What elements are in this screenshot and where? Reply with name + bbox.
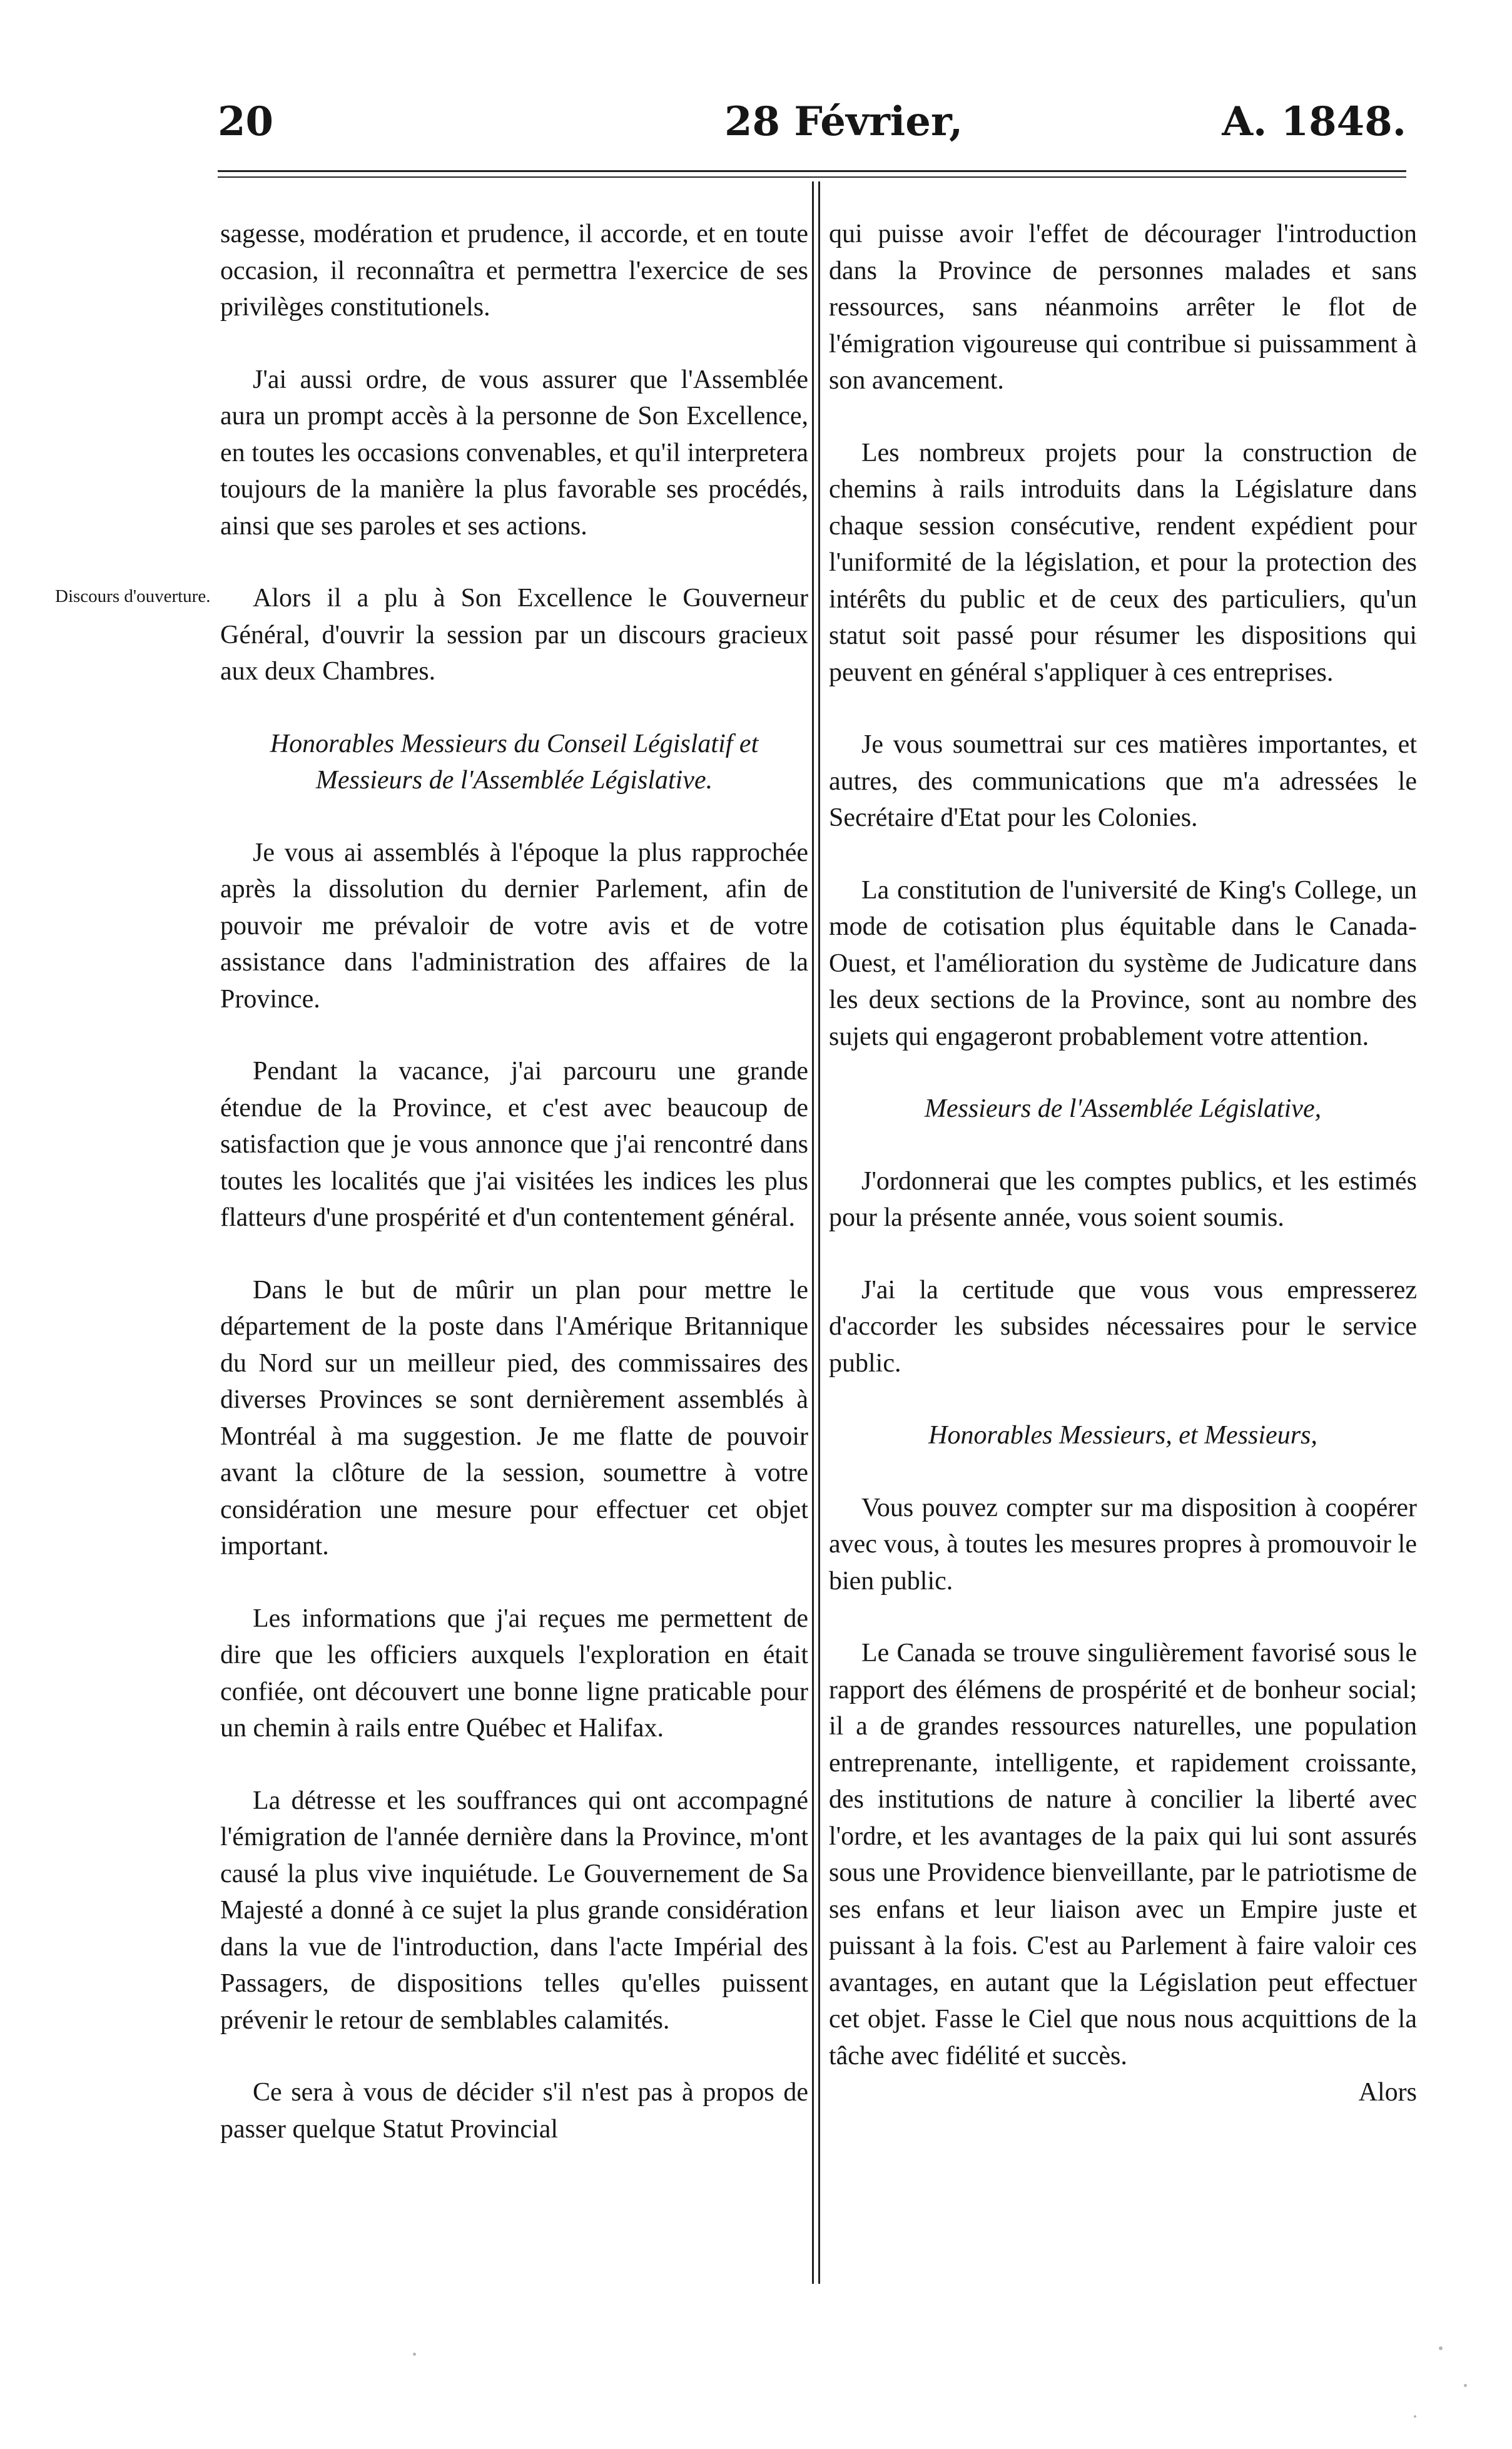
column-divider-left-line xyxy=(812,181,814,2284)
paragraph: La constitution de l'université de King's College, un mode de cotisation plus équitable dans le Canada-Ouest, et l'amélioration du système de Judicature dans les deux sections de la Province, sont au nombre des sujets qui engageront probablement votre attention. xyxy=(829,875,1417,1051)
address-heading: Honorables Messieurs, et Messieurs, xyxy=(928,1421,1317,1450)
scan-speck xyxy=(1464,2384,1467,2387)
paragraph: qui puisse avoir l'effet de décourager l'introduction dans la Province de personnes malades et sans ressources, sans néanmoins arrêter le flot de l'émigration vigoureuse qui contribue si puissamment à son avancement. xyxy=(829,220,1417,395)
paragraph: La détresse et les souffrances qui ont accompagné l'émigration de l'année dernière dans la Province, m'ont causé la plus vive inquiétude. Le Gouvernement de Sa Majesté a donné à ce sujet la plus grande considération dans la vue de l'introduction, dans l'acte Impérial des Passagers, de dispositions telles qu'elles puissent prévenir le retour de semblables calamités. xyxy=(220,1786,808,2035)
catchword: Alors xyxy=(1358,2078,1417,2107)
paragraph: J'ai la certitude que vous vous empresserez d'accorder les subsides nécessaires pour le service public. xyxy=(829,1275,1417,1378)
paragraph: Ce sera à vous de décider s'il n'est pas à propos de passer quelque Statut Provincial xyxy=(220,2078,808,2144)
paragraph: Le Canada se trouve singulièrement favorisé sous le rapport des élémens de prospérité et de bonheur social; il a de grandes ressources naturelles, une population entreprenante, intelligente, et rapidement croissante, des institutions de nature à concilier la liberté avec l'ordre, et les avantages de la paix qui lui sont assurés sous une Providence bienveillante, par le patriotisme de ses enfans et leur liaison avec un Empire juste et puissant à la fois. C'est au Parlement à faire valoir ces avantages, en autant que la Législation peut effectuer cet objet. Fasse le Ciel que nous nous acquittions de la tâche avec fidélité et succès. xyxy=(829,1639,1417,2070)
left-column xyxy=(220,216,808,2147)
paragraph: Je vous ai assemblés à l'époque la plus rapprochée après la dissolution du dernier Parlement, afin de pouvoir me prévaloir de votre avis et de votre assistance dans l'administration des affaires de la Province. xyxy=(220,838,808,1014)
header-year: A. 1848. xyxy=(1222,98,1406,145)
paragraph: J'ordonnerai que les comptes publics, et les estimés pour la présente année, vous soient soumis. xyxy=(829,1166,1417,1232)
paragraph: Dans le but de mûrir un plan pour mettre le département de la poste dans l'Amérique Britannique du Nord sur un meilleur pied, des commissaires des diverses Provinces se sont dernièrement assemblés à Montréal à ma suggestion. Je me flatte de pouvoir avant la clôture de la session, soumettre à votre considération une mesure pour effectuer cet objet important. xyxy=(220,1275,808,1561)
column-divider-right-line xyxy=(818,181,820,2284)
paragraph: Les informations que j'ai reçues me permettent de dire que les officiers auxquels l'exploration en était confiée, ont découvert une bonne ligne praticable pour un chemin à rails entre Québec et Halifax. xyxy=(220,1604,808,1743)
paragraph: Vous pouvez compter sur ma disposition à coopérer avec vous, à toutes les mesures propres à promouvoir le bien public. xyxy=(829,1493,1417,1596)
paragraph: Les nombreux projets pour la construction de chemins à rails introduits dans la Législature dans chaque session consécutive, rendent expédient pour l'uniformité de la législation, et pour la protection des intérêts du public et de ceux des particuliers, qu'un statut soit passé pour résumer les dispositions qui peuvent en général s'appliquer à ces entreprises. xyxy=(829,438,1417,687)
paragraph: Je vous soumettrai sur ces matières importantes, et autres, des communications que m'a adressées le Secrétaire d'Etat pour les Colonies. xyxy=(829,730,1417,832)
paragraph: Pendant la vacance, j'ai parcouru une grande étendue de la Province, et c'est avec beaucoup de satisfaction que je vous annonce que j'ai rencontré dans toutes les localités que j'ai visitées les indices les plus flatteurs d'une prospérité et d'un contentement général. xyxy=(220,1057,808,1232)
header-rule-top xyxy=(218,170,1406,172)
address-heading: Messieurs de l'Assemblée Législative, xyxy=(924,1094,1322,1123)
paragraph: Alors il a plu à Son Excellence le Gouverneur Général, d'ouvrir la session par un discours gracieux aux deux Chambres. xyxy=(220,584,808,686)
header-rule-bottom xyxy=(218,176,1406,178)
margin-note: Discours d'ouverture. xyxy=(55,586,211,606)
header-date: 28 Février, xyxy=(724,98,963,145)
paragraph: sagesse, modération et prudence, il accorde, et en toute occasion, il reconnaîtra et permettra l'exercice de ses privilèges constitutionels. xyxy=(220,220,808,322)
right-column xyxy=(829,216,1417,2111)
scan-speck xyxy=(413,2353,416,2356)
address-heading: Honorables Messieurs du Conseil Législatif et Messieurs de l'Assemblée Législative. xyxy=(270,729,759,795)
page-number: 20 xyxy=(218,98,274,145)
scan-speck xyxy=(1439,2346,1443,2350)
paragraph: J'ai aussi ordre, de vous assurer que l'Assemblée aura un prompt accès à la personne de Son Excellence, en toutes les occasions convenables, et qu'il interpretera toujours de la manière la plus favorable ses procédés, ainsi que ses paroles et ses actions. xyxy=(220,365,808,541)
scan-speck xyxy=(1414,2415,1416,2418)
page-header xyxy=(218,94,1406,150)
